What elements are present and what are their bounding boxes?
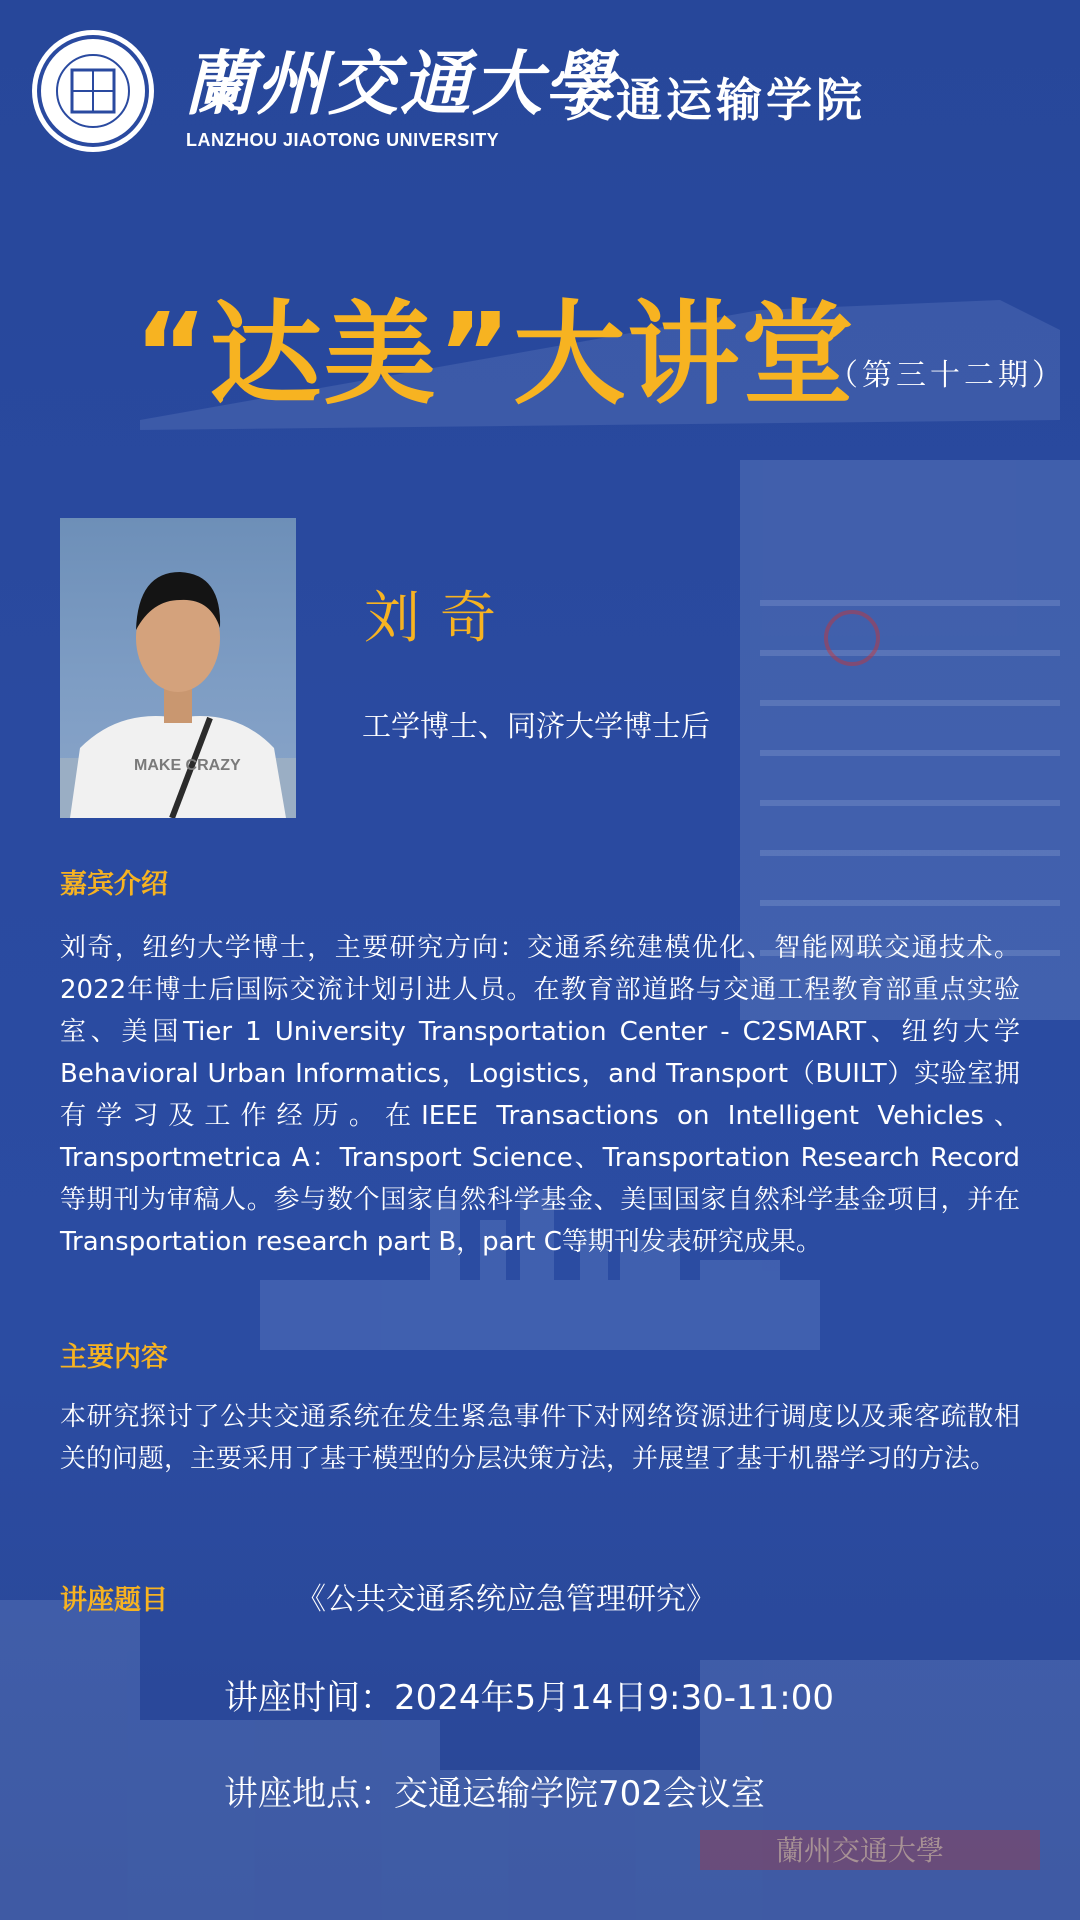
bio-heading: 嘉宾介绍 <box>60 869 168 900</box>
speaker-portrait-illustration <box>60 518 296 818</box>
speaker-name: 刘奇 <box>364 586 516 651</box>
university-seal-icon <box>30 28 156 154</box>
speaker-photo <box>60 518 296 818</box>
header <box>30 28 1050 158</box>
lecture-location: 讲座地点：交通运输学院702会议室 <box>224 1774 765 1814</box>
lecture-topic: 《公共交通系统应急管理研究》 <box>296 1582 716 1617</box>
content-text: 本研究探讨了公共交通系统在发生紧急事件下对网络资源进行调度以及乘客疏散相关的问题，主要采用了基于模型的分层决策方法，并展望了基于机器学习的方法。 <box>60 1402 1020 1474</box>
campus-gate <box>700 1830 1040 1870</box>
campus-buildings <box>0 1600 1080 1920</box>
lecture-series-title <box>134 290 1074 420</box>
lecture-topic-label: 讲座题目 <box>60 1585 168 1616</box>
university-name-en: LANZHOU JIAOTONG UNIVERSITY <box>186 130 500 150</box>
content-heading: 主要内容 <box>60 1342 168 1373</box>
title-issue: （第三十二期） <box>828 358 1066 393</box>
bio-text: 刘奇，纽约大学博士，主要研究方向：交通系统建模优化、智能网联交通技术。2022年博士后国际交流计划引进人员。在教育部道路与交通工程教育部重点实验室、美国Tier 1 University Transportation Center - C2SMART、纽约大学 Behavioral Urban Informatics，Logistics，and Transport（BUILT）实验室拥有学习及工作经历。在IEEE Transactions on Intelligent Vehicles、Transportmetrica A：Transport Science、Transportation Research Record等期刊为审稿人。参与数个国家自然科学基金、美国国家自然科学基金项目，并在Transportation research part B，part C等期刊发表研究成果。 <box>60 933 1020 1257</box>
college-name: 交通运输学院 <box>566 73 866 127</box>
university-name-zh: 蘭州交通大學 <box>184 42 616 125</box>
building-sign-text: 蘭州交通大學 <box>775 1834 945 1867</box>
speaker-credentials: 工学博士、同济大学博士后 <box>362 709 711 743</box>
building-windows <box>760 600 1060 956</box>
title-main: “达美”大讲堂 <box>134 290 856 420</box>
lecture-time: 讲座时间：2024年5月14日9:30-11:00 <box>224 1678 835 1718</box>
building-emblem <box>826 612 878 664</box>
shirt-text: MAKE CRAZY <box>134 757 241 774</box>
